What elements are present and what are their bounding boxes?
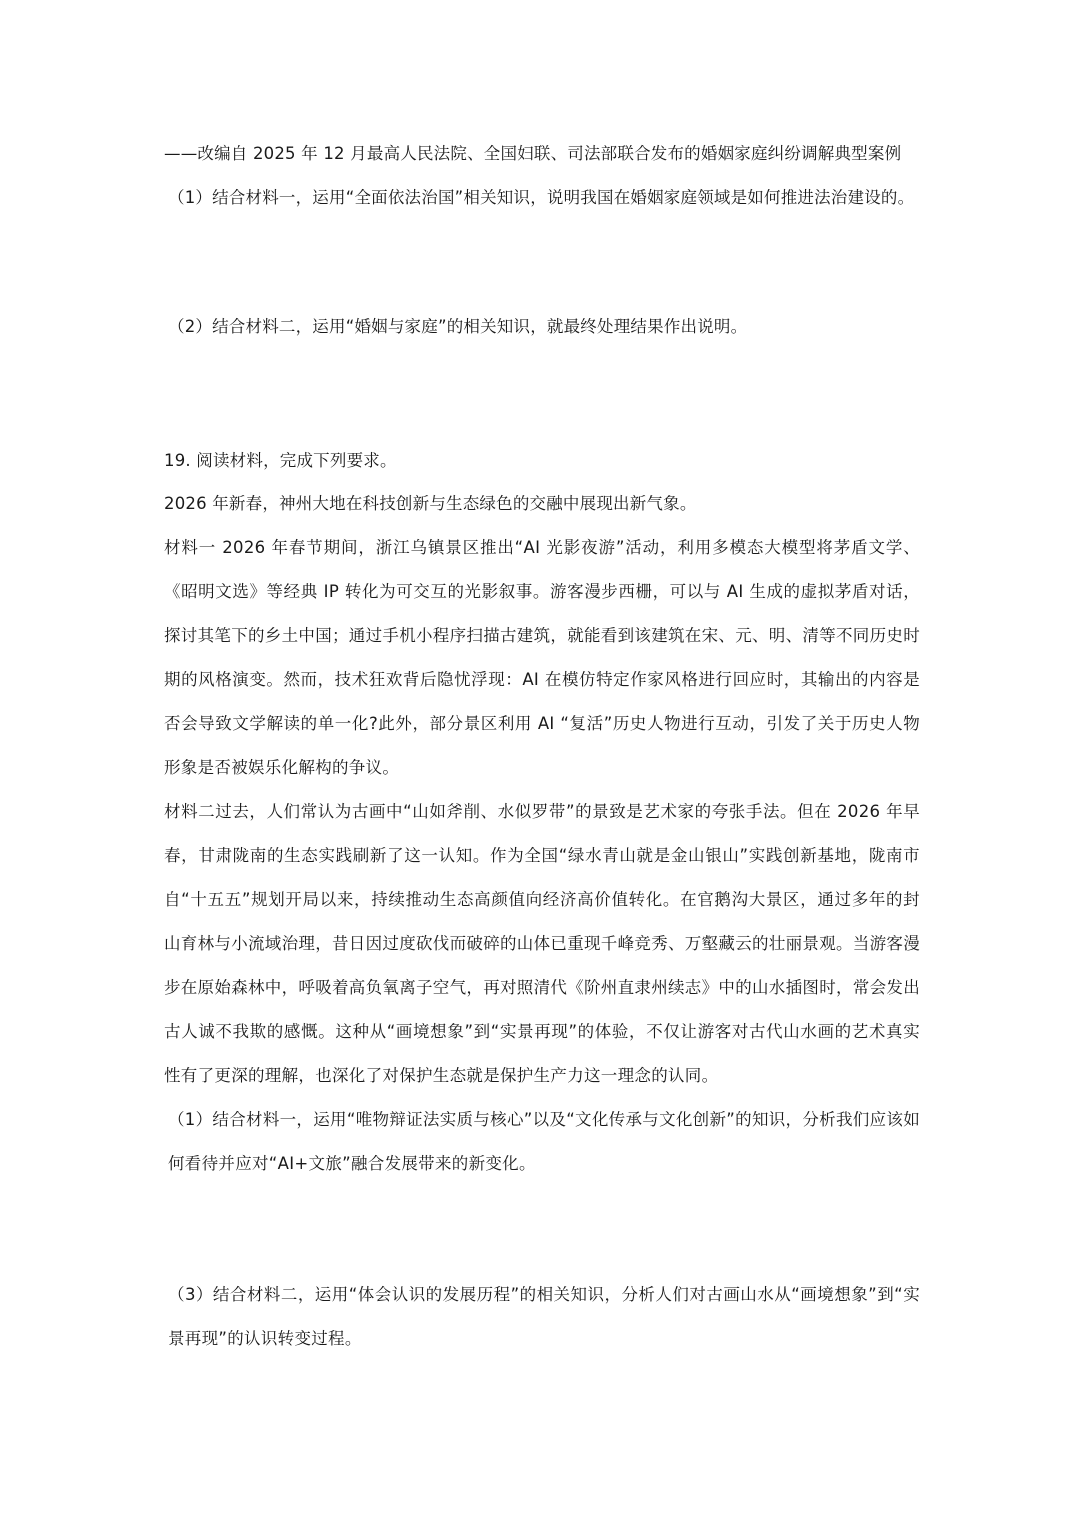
question-19-intro: 2026 年新春，神州大地在科技创新与生态绿色的交融中展现出新气象。 <box>164 494 697 513</box>
question-19-title: 19. 阅读材料，完成下列要求。 <box>164 451 397 470</box>
question-19-1: （1）结合材料一，运用“唯物辩证法实质与核心”以及“文化传承与文化创新”的知识，分析我们应该如何看待并应对“AI+文旅”融合发展带来的新变化。 <box>168 1110 920 1173</box>
question-18-1: （1）结合材料一，运用“全面依法治国”相关知识，说明我国在婚姻家庭领域是如何推进法治建设的。 <box>168 188 915 207</box>
question-19-3: （3）结合材料二，运用“体会认识的发展历程”的相关知识，分析人们对古画山水从“画境想象”到“实景再现”的认识转变过程。 <box>168 1285 920 1348</box>
source-citation: ——改编自 2025 年 12 月最高人民法院、全国妇联、司法部联合发布的婚姻家庭纠纷调解典型案例 <box>164 144 902 163</box>
question-18-2: （2）结合材料二，运用“婚姻与家庭”的相关知识，就最终处理结果作出说明。 <box>168 317 748 336</box>
material-one: 材料一 2026 年春节期间，浙江乌镇景区推出“AI 光影夜游”活动，利用多模态大模型将茅盾文学、《昭明文选》等经典 IP 转化为可交互的光影叙事。游客漫步西栅，可以与 AI 生成的虚拟茅盾对话，探讨其笔下的乡土中国；通过手机小程序扫描古建筑，就能看到该建筑在宋、元、明、清等不同历史时期的风格演变。然而，技术狂欢背后隐忧浮现：AI 在模仿特定作家风格进行回应时，其输出的内容是否会导致文学解读的单一化?此外，部分景区利用 AI “复活”历史人物进行互动，引发了关于历史人物形象是否被娱乐化解构的争议。 <box>164 538 920 777</box>
material-two: 材料二过去，人们常认为古画中“山如斧削、水似罗带”的景致是艺术家的夸张手法。但在 2026 年早春，甘肃陇南的生态实践刷新了这一认知。作为全国“绿水青山就是金山银山”实践创新基地，陇南市自“十五五”规划开局以来，持续推动生态高颜值向经济高价值转化。在官鹅沟大景区，通过多年的封山育林与小流域治理，昔日因过度砍伐而破碎的山体已重现千峰竞秀、万壑藏云的壮丽景观。当游客漫步在原始森林中，呼吸着高负氧离子空气，再对照清代《阶州直隶州续志》中的山水插图时，常会发出古人诚不我欺的感慨。这种从“画境想象”到“实景再现”的体验，不仅让游客对古代山水画的艺术真实性有了更深的理解，也深化了对保护生态就是保护生产力这一理念的认同。 <box>164 802 920 1085</box>
